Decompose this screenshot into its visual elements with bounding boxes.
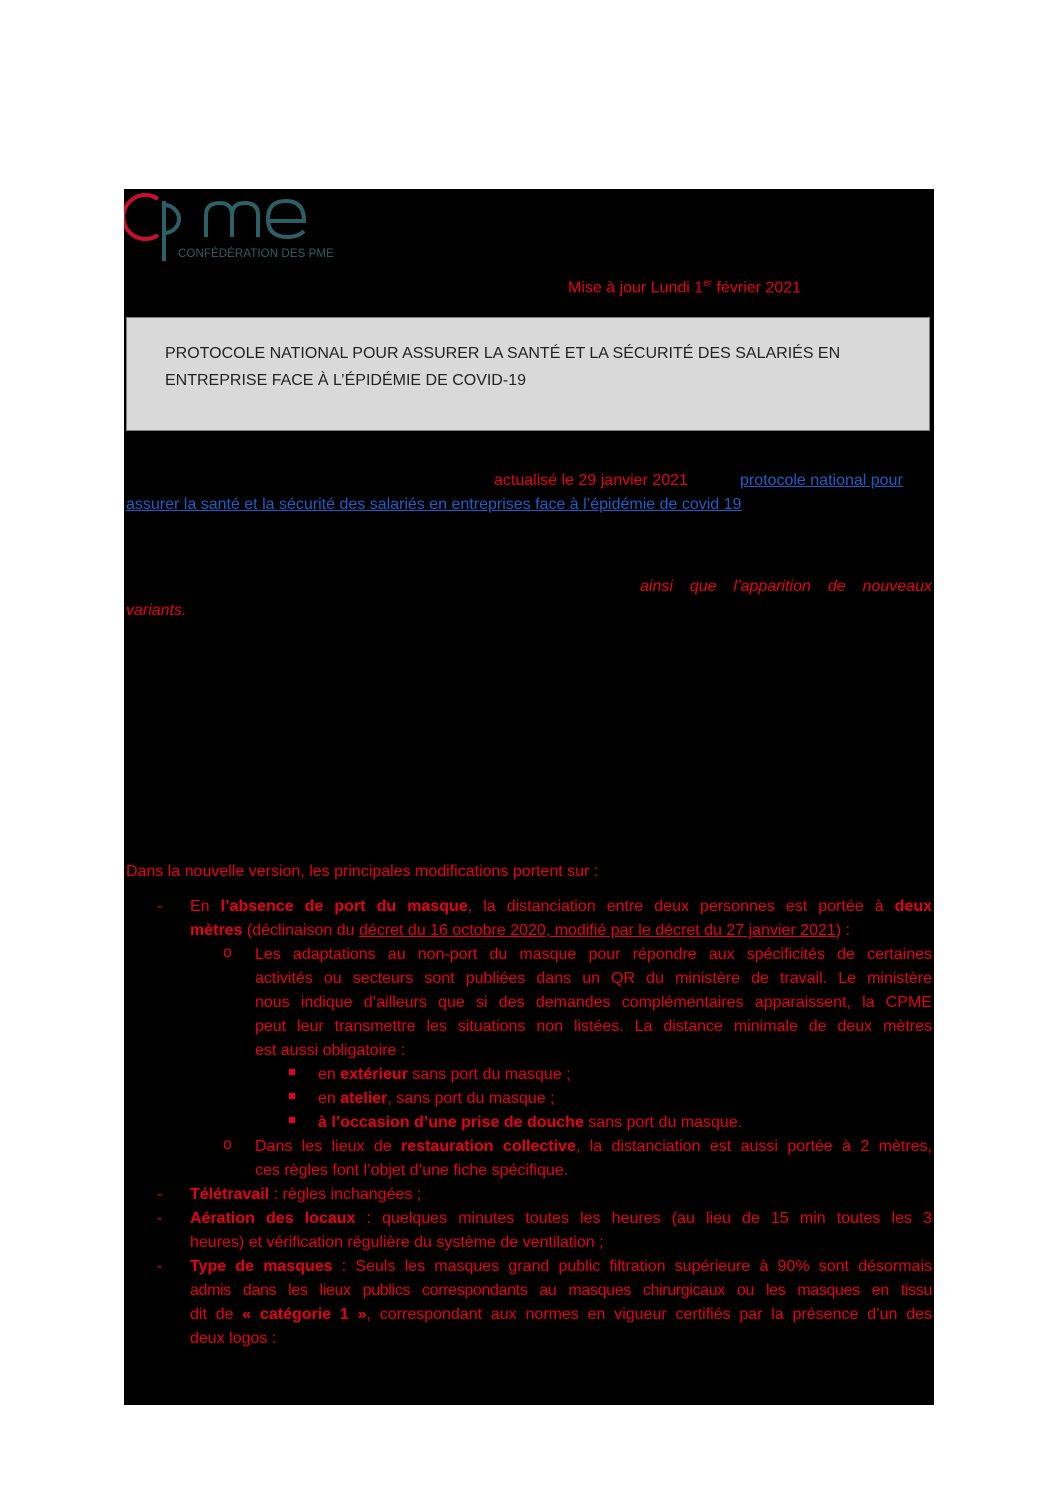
text: : Seuls les masques grand public filtration supérieure à 90% sont désormais xyxy=(332,1258,932,1275)
restauration-line-1 xyxy=(255,1135,932,1159)
protocol-link-line-1[interactable]: protocole national pour xyxy=(740,472,903,489)
square-bullet xyxy=(289,1069,295,1075)
title-line-2: ENTREPRISE FACE À L’ÉPIDÉMIE DE COVID-19 xyxy=(165,372,526,389)
square-bullet xyxy=(289,1093,295,1099)
update-suffix: février 2021 xyxy=(712,279,802,297)
adaptations-line-1: Les adaptations au non-port du masque pour répondre aux spécificités de certaines xyxy=(255,946,932,963)
text: , sans port du masque ; xyxy=(387,1090,555,1107)
circle-bullet: o xyxy=(223,1136,232,1153)
dash-bullet: - xyxy=(157,1210,163,1227)
bold-text: à l’occasion d’une prise de douche xyxy=(318,1114,584,1131)
text: dit de xyxy=(190,1306,243,1323)
update-prefix: Mise à jour Lundi 1 xyxy=(568,279,704,297)
bold-text: Type de masques xyxy=(190,1258,333,1275)
teletravail-line xyxy=(190,1183,421,1207)
aeration-line-1 xyxy=(190,1207,932,1231)
document-page xyxy=(124,189,934,1405)
bold-text: extérieur xyxy=(340,1066,408,1083)
bold-text: restauration collective xyxy=(401,1138,576,1155)
text: : règles inchangées ; xyxy=(269,1186,422,1203)
bold-text: mètres xyxy=(190,922,243,939)
bold-text: Aération des locaux xyxy=(190,1210,356,1227)
title-box xyxy=(126,317,930,431)
decret-link[interactable]: décret du 16 octobre 2020, modifié par le décret du 27 janvier 2021 xyxy=(359,922,836,939)
aeration-line-2: heures) et vérification régulière du système de ventilation ; xyxy=(190,1234,604,1251)
adaptations-line-3: nous indique d’ailleurs que si des demandes complémentaires apparaissent, la CPME xyxy=(255,994,932,1011)
text: : quelques minutes toutes les heures (au lieu de 15 min toutes les 3 xyxy=(355,1210,932,1227)
text: ) : xyxy=(835,922,850,939)
sub-item-atelier xyxy=(318,1087,555,1111)
dash-bullet: - xyxy=(157,1258,163,1275)
variants-line-2: variants. xyxy=(126,602,187,619)
cpme-logo xyxy=(124,189,384,269)
update-sup: er xyxy=(703,278,713,289)
bold-text: atelier xyxy=(340,1090,388,1107)
adaptations-line-2: activités ou secteurs sont publiées dans un QR du ministère de travail. Le ministère xyxy=(255,970,932,987)
bold-text: deux xyxy=(894,898,933,915)
text: sans port du masque. xyxy=(583,1114,743,1131)
dash-bullet: - xyxy=(157,1186,163,1203)
masque-line-2 xyxy=(190,919,850,943)
text: En xyxy=(190,898,221,915)
text: Dans les lieux de xyxy=(255,1138,402,1155)
type-line-2: admis dans les lieux publics correspondants au masques chirurgicaux ou les masques en tissu xyxy=(190,1282,932,1299)
circle-bullet: o xyxy=(223,944,232,961)
masque-line-1 xyxy=(190,895,932,919)
logo-subtitle: CONFÉDÉRATION DES PME xyxy=(178,248,334,260)
intro-actualise: actualisé le 29 janvier 2021 xyxy=(494,472,688,489)
sub-item-exterieur xyxy=(318,1063,571,1087)
text: , correspondant aux normes en vigueur certifiés par la présence d’un des xyxy=(366,1306,933,1323)
bold-text: « catégorie 1 » xyxy=(242,1306,367,1323)
variants-line-1: ainsi que l’apparition de nouveaux xyxy=(640,578,932,595)
restauration-line-2: ces règles font l’objet d’une fiche spécifique. xyxy=(255,1162,569,1179)
type-line-3 xyxy=(190,1303,932,1327)
text: sans port du masque ; xyxy=(407,1066,571,1083)
adaptations-line-5: est aussi obligatoire : xyxy=(255,1042,406,1059)
text: , la distanciation entre deux personnes est portée à xyxy=(467,898,895,915)
title-line-1: PROTOCOLE NATIONAL POUR ASSURER LA SANTÉ ET LA SÉCURITÉ DES SALARIÉS EN xyxy=(165,345,841,362)
square-bullet xyxy=(289,1117,295,1123)
adaptations-line-4: peut leur transmettre les situations non listées. La distance minimale de deux mètres xyxy=(255,1018,932,1035)
text: , la distanciation est aussi portée à 2 mètres, xyxy=(575,1138,933,1155)
text: en xyxy=(318,1066,341,1083)
bold-text: l’absence de port du masque xyxy=(220,898,468,915)
sub-item-douche xyxy=(318,1111,742,1135)
bold-text: Télétravail xyxy=(190,1186,270,1203)
dash-bullet: - xyxy=(157,898,163,915)
text: en xyxy=(318,1090,341,1107)
text: (déclinaison du xyxy=(242,922,359,939)
update-date xyxy=(568,278,801,297)
protocol-link-line-2[interactable]: assurer la santé et la sécurité des salariés en entreprises face à l’épidémie de covid 19 xyxy=(126,496,742,513)
type-line-4: deux logos : xyxy=(190,1330,277,1347)
type-line-1 xyxy=(190,1255,932,1279)
changes-heading: Dans la nouvelle version, les principales modifications portent sur : xyxy=(126,863,599,880)
